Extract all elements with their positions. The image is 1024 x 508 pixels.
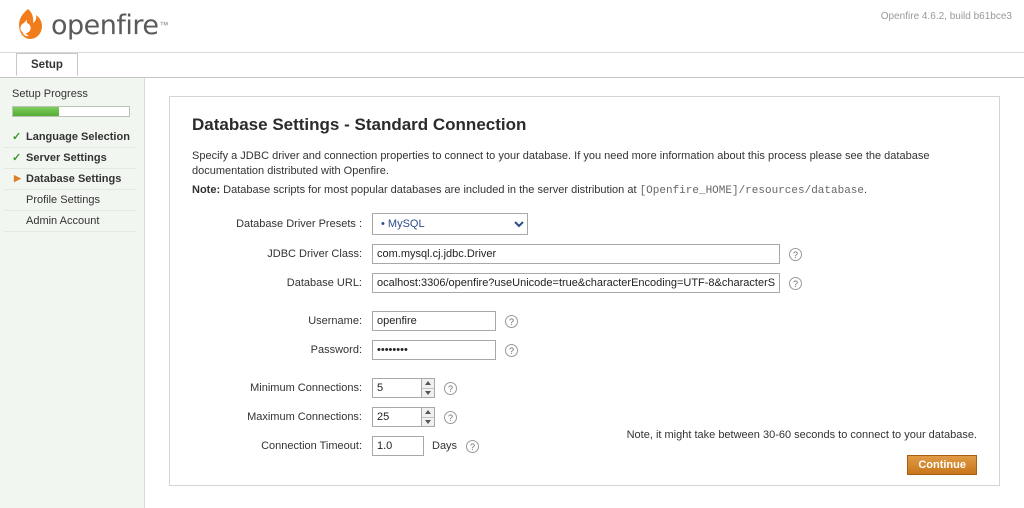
help-icon[interactable]: ? <box>444 411 457 424</box>
spinner-down-icon[interactable] <box>422 418 434 427</box>
maximum-connections-input[interactable] <box>372 407 422 427</box>
spinner-up-icon[interactable] <box>422 408 434 418</box>
minimum-connections-stepper[interactable] <box>372 378 435 398</box>
sidebar-item-label: Server Settings <box>26 152 107 164</box>
database-scripts-note <box>192 183 962 199</box>
help-icon[interactable]: ? <box>789 248 802 261</box>
main-panel <box>145 78 1024 508</box>
maximum-connections-spin-buttons[interactable] <box>422 407 435 427</box>
help-icon[interactable]: ? <box>789 277 802 290</box>
row-username <box>192 311 977 331</box>
connection-timeout-input[interactable] <box>372 436 424 456</box>
help-icon[interactable]: ? <box>505 344 518 357</box>
flame-icon <box>10 6 48 44</box>
sidebar-item-label: Admin Account <box>26 215 100 227</box>
setup-sidebar <box>0 78 145 508</box>
sidebar-item-label: Profile Settings <box>26 194 100 206</box>
sidebar-item-database-settings[interactable] <box>4 169 136 190</box>
spinner-up-icon[interactable] <box>422 379 434 389</box>
minimum-connections-spin-buttons[interactable] <box>422 378 435 398</box>
sidebar-item-server-settings[interactable] <box>4 148 136 169</box>
label-driver-presets: Database Driver Presets : <box>236 218 362 230</box>
note-text: Database scripts for most popular databases are included in the server distribution at <box>220 184 640 196</box>
sidebar-item-label: Database Settings <box>26 173 122 185</box>
sidebar-item-language-selection[interactable] <box>4 127 136 148</box>
connection-time-note: Note, it might take between 30-60 seconds to connect to your database. <box>626 429 977 441</box>
build-info: Openfire 4.6.2, build b61bce3 <box>880 11 1012 22</box>
row-database-url <box>192 273 977 293</box>
row-jdbc-driver-class <box>192 244 977 264</box>
database-settings-card <box>169 96 1000 486</box>
label-maximum-connections: Maximum Connections: <box>247 411 362 423</box>
spinner-down-icon[interactable] <box>422 389 434 398</box>
setup-progress-fill <box>13 107 59 116</box>
tab-setup[interactable]: Setup <box>16 53 78 76</box>
content-area <box>0 78 1024 508</box>
app-header <box>0 0 1024 53</box>
check-icon: ✓ <box>12 152 22 164</box>
label-password: Password: <box>310 344 362 356</box>
logo-wordmark: openfire <box>51 9 159 41</box>
help-icon[interactable]: ? <box>466 440 479 453</box>
tab-bar <box>0 53 1024 78</box>
sidebar-item-admin-account[interactable] <box>4 211 136 232</box>
continue-button[interactable]: Continue <box>907 455 977 475</box>
connection-timeout-unit: Days <box>432 440 458 452</box>
page-description: Specify a JDBC driver and connection properties to connect to your database. If you need more information about this process please see the database documentation distributed with Openfire. <box>192 150 930 177</box>
sidebar-item-label: Language Selection <box>26 131 130 143</box>
row-minimum-connections <box>192 378 977 398</box>
setup-progress-bar <box>12 106 130 117</box>
password-input[interactable] <box>372 340 496 360</box>
label-jdbc-driver-class: JDBC Driver Class: <box>267 248 362 260</box>
database-settings-form <box>192 213 977 456</box>
label-minimum-connections: Minimum Connections: <box>250 382 362 394</box>
page-title: Database Settings - Standard Connection <box>192 115 527 134</box>
check-icon: ✓ <box>12 131 22 143</box>
help-icon[interactable]: ? <box>505 315 518 328</box>
minimum-connections-input[interactable] <box>372 378 422 398</box>
row-password <box>192 340 977 360</box>
note-prefix: Note: <box>192 184 221 196</box>
note-suffix: . <box>864 184 868 196</box>
label-database-url: Database URL: <box>286 277 362 289</box>
sidebar-title: Setup Progress <box>12 88 88 100</box>
row-driver-presets <box>192 213 977 235</box>
label-username: Username: <box>308 315 362 327</box>
username-input[interactable] <box>372 311 496 331</box>
logo-trademark: ™ <box>159 20 169 30</box>
arrow-right-icon: ▶ <box>14 173 21 183</box>
sidebar-item-profile-settings[interactable] <box>4 190 136 211</box>
note-path: [Openfire_HOME]/resources/database <box>639 185 864 197</box>
help-icon[interactable]: ? <box>444 382 457 395</box>
openfire-logo <box>10 6 169 44</box>
jdbc-driver-class-input[interactable] <box>372 244 780 264</box>
maximum-connections-stepper[interactable] <box>372 407 435 427</box>
label-connection-timeout: Connection Timeout: <box>261 440 362 452</box>
driver-presets-select[interactable] <box>372 213 528 235</box>
database-url-input[interactable] <box>372 273 780 293</box>
row-maximum-connections <box>192 407 977 427</box>
